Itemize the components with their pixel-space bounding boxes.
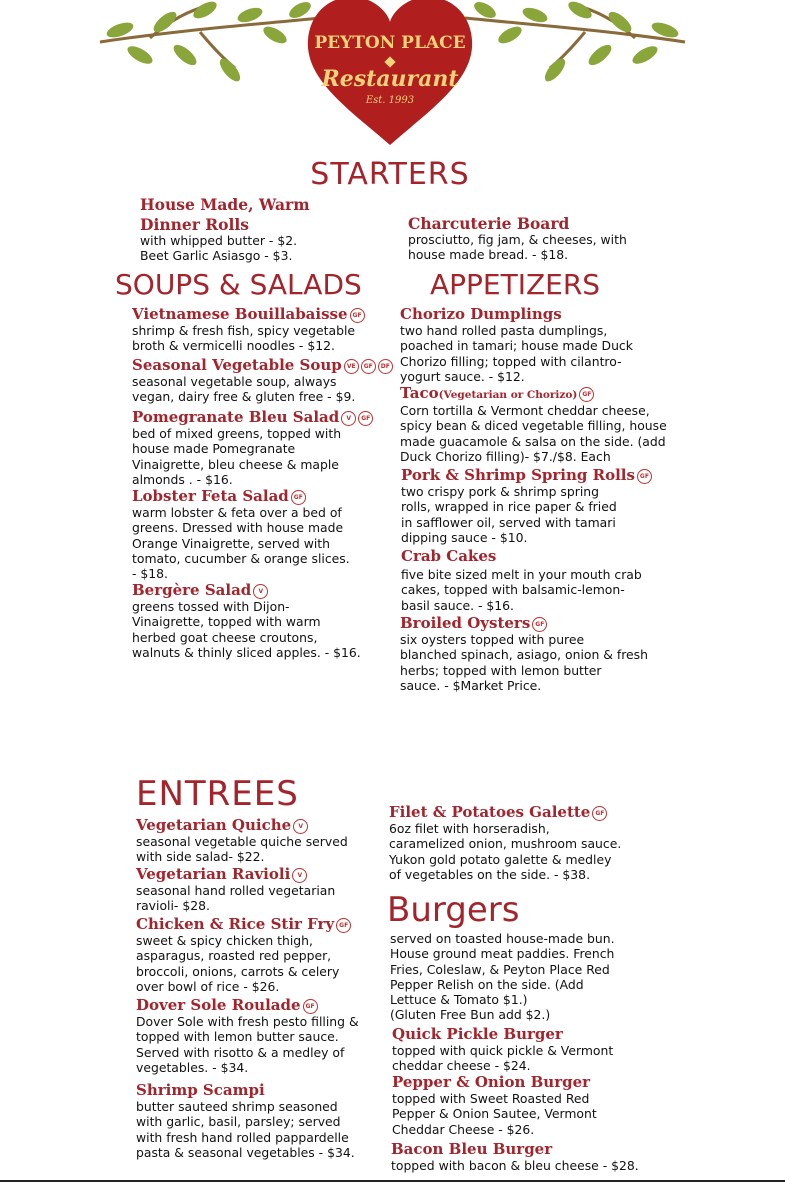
gluten-free-icon: GF bbox=[303, 999, 318, 1014]
entree-desc: seasonal hand rolled vegetarian ravioli- $28. bbox=[136, 883, 336, 914]
starter-desc: with whipped butter - $2. Beet Garlic Asiasgo - $3. bbox=[140, 233, 298, 264]
salad-name: Pomegranate Bleu Salad bbox=[132, 408, 340, 426]
entree-name: Shrimp Scampi bbox=[136, 1081, 265, 1099]
soup-desc: shrimp & fresh fish, spicy vegetable broth & vermicelli noodles - $12. bbox=[132, 323, 356, 354]
starter-name-line2: Dinner Rolls bbox=[140, 215, 250, 234]
section-title-starters: STARTERS bbox=[310, 157, 470, 192]
soup-name: Seasonal Vegetable Soup bbox=[132, 356, 342, 374]
salad-name: Lobster Feta Salad bbox=[132, 487, 289, 505]
burger-desc: topped with bacon & bleu cheese - $28. bbox=[391, 1158, 639, 1173]
gluten-free-icon: GF bbox=[532, 617, 547, 632]
vegetarian-icon: V bbox=[293, 819, 308, 834]
salad-item bbox=[132, 487, 392, 581]
entree-item bbox=[136, 816, 376, 865]
soup-desc: seasonal vegetable soup, always vegan, dairy free & gluten free - $9. bbox=[132, 374, 356, 405]
salad-item bbox=[132, 408, 392, 487]
burger-name: Pepper & Onion Burger bbox=[392, 1073, 591, 1091]
entree-item bbox=[136, 865, 376, 914]
appetizer-desc: five bite sized melt in your mouth crab cakes, topped with balsamic-lemon- basil sauce. - $16. bbox=[401, 567, 642, 613]
left-branch-icon bbox=[100, 5, 320, 68]
salad-item bbox=[132, 581, 392, 660]
entree-desc: Dover Sole with fresh pesto filling & topped with lemon butter sauce. Served with risotto & a medley of vegetables. - $34. bbox=[136, 1014, 359, 1075]
section-title-entrees: ENTREES bbox=[136, 774, 299, 814]
entree-desc: butter sauteed shrimp seasoned with garlic, basil, parsley; served with fresh hand rolled pappardelle pasta & seasonal vegetables - $34. bbox=[136, 1099, 355, 1160]
burger-desc: topped with quick pickle & Vermont cheddar cheese - $24. bbox=[392, 1043, 614, 1074]
burger-desc: topped with Sweet Roasted Red Pepper & Onion Sautee, Vermont Cheddar Cheese - $26. bbox=[392, 1091, 597, 1137]
burger-item bbox=[392, 1025, 682, 1074]
gluten-free-icon: GF bbox=[291, 490, 306, 505]
gluten-free-icon: GF bbox=[637, 469, 652, 484]
appetizer-item bbox=[400, 614, 690, 693]
appetizer-desc: Corn tortilla & Vermont cheddar cheese, spicy bean & diced vegetable filling, house made guacamole & salsa on the side. (add Duck Chorizo filling)- $7./$8. Each bbox=[400, 403, 667, 464]
starter-name: House Made, Warm bbox=[140, 195, 310, 214]
gluten-free-icon: GF bbox=[358, 411, 373, 426]
section-title-burgers: Burgers bbox=[387, 890, 520, 930]
burgers-intro: served on toasted house-made bun. House ground meat paddies. French Fries, Coleslaw, & Peyton Place Red Pepper Relish on the side. (Add Lettuce & Tomato $1.) (Gluten Free Bun add $2.) bbox=[390, 931, 615, 1023]
appetizer-desc: two crispy pork & shrimp spring rolls, wrapped in rice paper & fried in safflower oil, served with tamari dipping sauce - $10. bbox=[401, 484, 617, 545]
brand-line2: Restaurant bbox=[321, 66, 459, 92]
appetizer-item bbox=[401, 547, 691, 613]
entree-desc: seasonal vegetable quiche served with side salad- $22. bbox=[136, 834, 348, 865]
entree-name: Dover Sole Roulade bbox=[136, 996, 301, 1014]
burger-item bbox=[391, 1140, 681, 1173]
entree-name: Filet & Potatoes Galette bbox=[389, 803, 591, 821]
burger-name: Bacon Bleu Burger bbox=[391, 1140, 553, 1158]
vegetarian-icon: V bbox=[253, 584, 268, 599]
appetizer-subtitle: (Vegetarian or Chorizo) bbox=[438, 389, 578, 401]
appetizer-item bbox=[400, 305, 690, 384]
appetizer-item bbox=[401, 466, 691, 545]
burger-item bbox=[392, 1073, 682, 1137]
appetizer-name: Chorizo Dumplings bbox=[400, 305, 562, 323]
page-bottom-border bbox=[0, 1180, 785, 1182]
entree-name: Vegetarian Ravioli bbox=[136, 865, 291, 883]
salad-desc: greens tossed with Dijon- Vinaigrette, topped with warm herbed goat cheese croutons, walnuts & thinly sliced apples. - $16. bbox=[132, 599, 361, 660]
soup-name: Vietnamese Bouillabaisse bbox=[132, 305, 348, 323]
brand-est: Est. 1993 bbox=[365, 95, 415, 106]
starter-item bbox=[408, 215, 688, 263]
brand-line1: PEYTON PLACE bbox=[314, 33, 466, 53]
dairy-free-icon: DF bbox=[378, 359, 393, 374]
salad-name: Bergère Salad bbox=[132, 581, 252, 599]
soup-item bbox=[132, 305, 392, 354]
soup-item bbox=[132, 356, 392, 405]
vegan-icon: VE bbox=[344, 359, 359, 374]
gluten-free-icon: GF bbox=[592, 806, 607, 821]
appetizer-name: Pork & Shrimp Spring Rolls bbox=[401, 466, 635, 484]
starter-name: Charcuterie Board bbox=[408, 214, 570, 233]
entree-item bbox=[136, 996, 376, 1075]
entree-desc: sweet & spicy chicken thigh, asparagus, roasted red pepper, broccoli, onions, carrots & celery over bowl of rice - $26. bbox=[136, 933, 340, 994]
gluten-free-icon: GF bbox=[350, 308, 365, 323]
appetizer-desc: two hand rolled pasta dumplings, poached in tamari; house made Duck Chorizo filling; topped with cilantro- yogurt sauce. - $12. bbox=[400, 323, 633, 384]
entree-name: Vegetarian Quiche bbox=[136, 816, 292, 834]
appetizer-name: Broiled Oysters bbox=[400, 614, 531, 632]
section-title-appetizers: APPETIZERS bbox=[430, 268, 601, 301]
appetizer-name: Taco bbox=[400, 384, 439, 402]
salad-desc: bed of mixed greens, topped with house made Pomegranate Vinaigrette, bleu cheese & maple almonds . - $16. bbox=[132, 426, 342, 487]
vegetarian-icon: V bbox=[341, 411, 356, 426]
starter-desc: prosciutto, fig jam, & cheeses, with house made bread. - $18. bbox=[408, 232, 627, 263]
entree-item bbox=[136, 1081, 376, 1160]
salad-desc: warm lobster & feta over a bed of greens. Dressed with house made Orange Vinaigrette, served with tomato, cucumber & orange slices. - $18. bbox=[132, 505, 350, 582]
burger-name: Quick Pickle Burger bbox=[392, 1025, 563, 1043]
gluten-free-icon: GF bbox=[579, 387, 594, 402]
gluten-free-icon: GF bbox=[336, 918, 351, 933]
appetizer-desc: six oysters topped with puree blanched spinach, asiago, onion & fresh herbs; topped with lemon butter sauce. - $Market Price. bbox=[400, 632, 648, 693]
starter-item bbox=[140, 196, 390, 264]
gluten-free-icon: GF bbox=[361, 359, 376, 374]
entree-name: Chicken & Rice Stir Fry bbox=[136, 915, 335, 933]
appetizer-name: Crab Cakes bbox=[401, 547, 497, 565]
entree-item bbox=[389, 803, 679, 882]
section-title-soups: SOUPS & SALADS bbox=[115, 268, 362, 301]
vegetarian-icon: V bbox=[292, 868, 307, 883]
entree-desc: 6oz filet with horseradish, caramelized onion, mushroom sauce. Yukon gold potato galette & medley of vegetables on the side. - $38. bbox=[389, 821, 622, 882]
appetizer-item bbox=[400, 384, 690, 464]
entree-item bbox=[136, 915, 376, 994]
right-branch-icon bbox=[465, 5, 685, 68]
